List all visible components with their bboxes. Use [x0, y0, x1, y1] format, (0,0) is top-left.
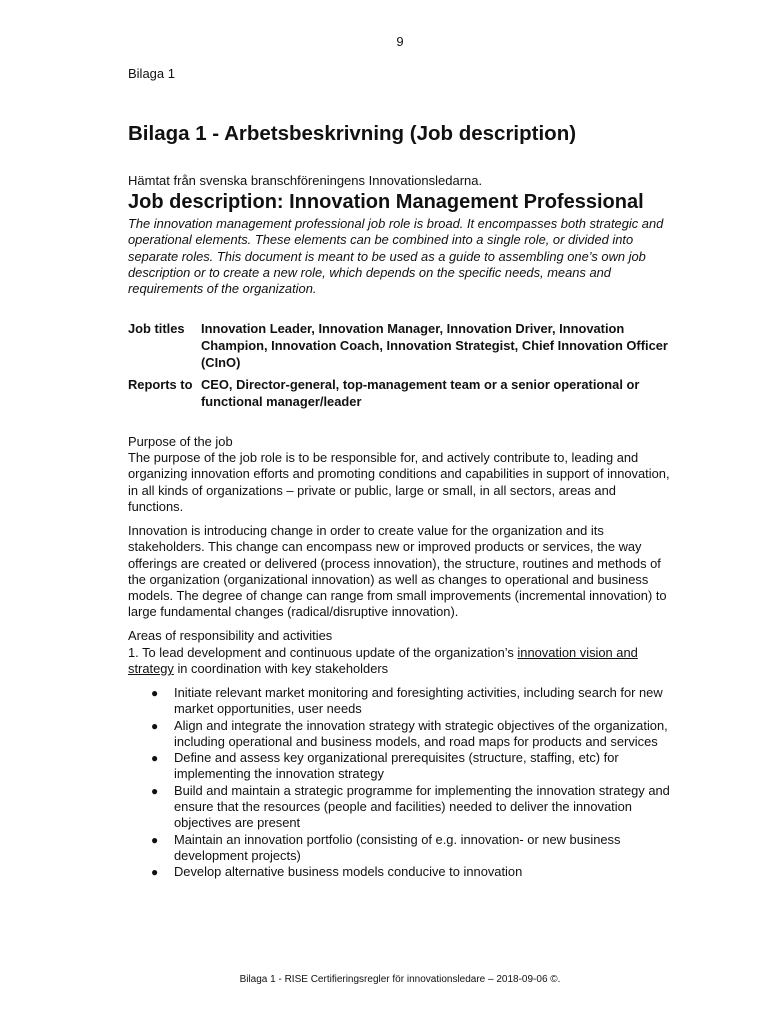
intro-paragraph: The innovation management professional job role is broad. It encompasses both strategic and operational elements. These elements can be combined into a single role, or divided into separate roles. This document is meant to be used as a guide to assembling one’s own job description or to create a new role, which depends on the specific needs, means and requirements of the organization. [128, 216, 664, 297]
job-titles-value: Innovation Leader, Innovation Manager, Innovation Driver, Innovation Champion, Innovation Coach, Innovation Strategist, Chief Innovation Officer (CInO) [201, 321, 668, 370]
bullet-icon: ● [151, 686, 159, 700]
list-item: ● Build and maintain a strategic programme for implementing the innovation strategy and ensure that the resources (people and facilities) needed to deliver the innovation objectives are present [151, 782, 670, 831]
innovation-paragraph: Innovation is introducing change in order to create value for the organization and its stakeholders. This change can encompass new or improved products or services, the way offerings are created or delivered (process innovation), the structure, routines and methods of the organization (organizational innovation) as well as changes to operational and business models. The degree of change can range from small improvements (incremental innovation) to large fundamental changes (radical/disruptive innovation). [128, 523, 667, 620]
page-footer: Bilaga 1 - RISE Certifieringsregler för innovationsledare – 2018-09-06 ©. [239, 974, 561, 985]
list-item: ● Maintain an innovation portfolio (consisting of e.g. innovation- or new business development projects) [151, 831, 621, 863]
source-note: Hämtat från svenska branschföreningens Innovationsledarna. [128, 173, 483, 188]
areas-heading: Areas of responsibility and activities [128, 628, 333, 643]
job-titles-row [128, 321, 673, 371]
bullet-icon: ● [151, 751, 159, 766]
page-title: Bilaga 1 - Arbetsbeskrivning (Job description) [128, 122, 577, 145]
reports-to-label: Reports to [128, 377, 193, 392]
bullet-icon: ● [151, 718, 159, 733]
item1-prefix: 1. To lead development and continuous update of the organization’s [128, 645, 518, 660]
header-label: Bilaga 1 [128, 66, 175, 81]
job-titles-label: Job titles [128, 321, 185, 336]
page-number: 9 [396, 34, 404, 49]
list-item: ● Define and assess key organizational prerequisites (structure, staffing, etc) for implementing the innovation strategy [151, 750, 619, 782]
job-heading: Job description: Innovation Management Professional [128, 191, 644, 213]
bullet-icon: ● [151, 832, 159, 847]
list-item: ● Initiate relevant market monitoring and foresighting activities, including search for new market opportunities, user needs [151, 685, 663, 717]
reports-to-row [128, 377, 673, 411]
list-item: ● Develop alternative business models conducive to innovation [151, 864, 523, 880]
activities-list [146, 685, 676, 881]
areas-item-1 [128, 645, 673, 678]
item1-suffix: in coordination with key stakeholders [173, 661, 389, 677]
list-item: ● Align and integrate the innovation strategy with strategic objectives of the organization, including operational and business models, and road maps for products and services [151, 717, 668, 749]
purpose-heading: Purpose of the job [128, 434, 233, 449]
bullet-icon: ● [151, 783, 159, 798]
innovation-vision-link[interactable]: innovation vision and strategy [128, 645, 638, 677]
bullet-icon: ● [151, 865, 159, 880]
purpose-text: The purpose of the job role is to be responsible for, and actively contribute to, leading and organizing innovation efforts and promoting conditions and capabilities in support of innovation, in all kinds of organizations – private or public, large or small, in all sectors, areas and functions. [128, 450, 670, 514]
reports-to-value: CEO, Director-general, top-management team or a senior operational or functional manager/leader [201, 377, 640, 409]
